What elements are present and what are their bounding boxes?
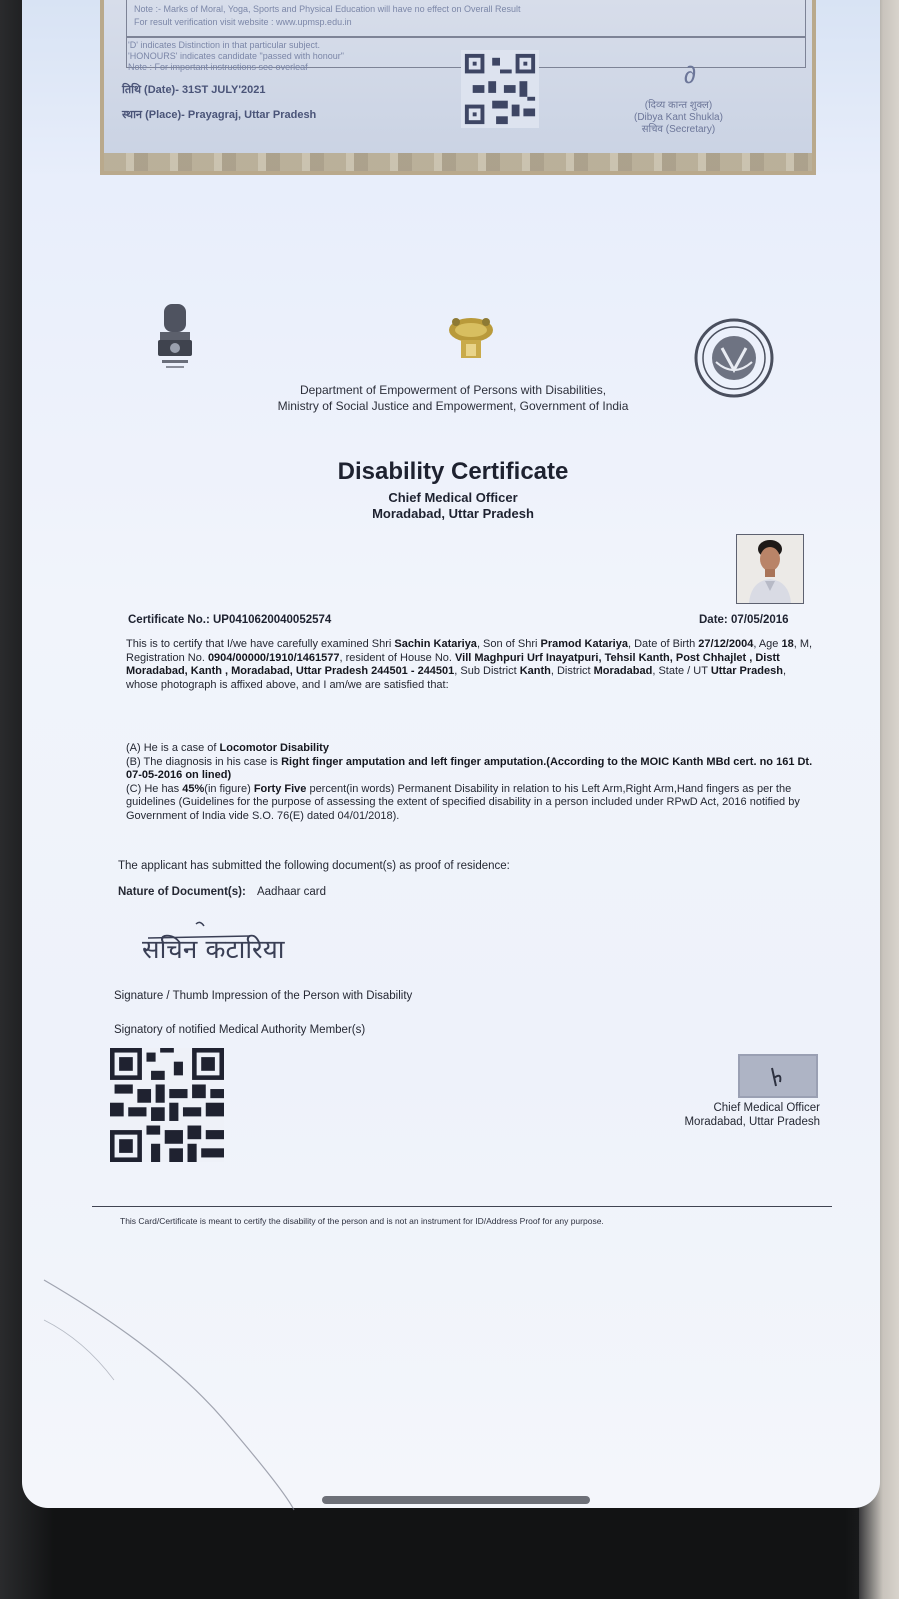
disability-percent: 45% bbox=[182, 782, 205, 795]
issuing-authority: Chief Medical Officer bbox=[388, 490, 518, 505]
disability-findings bbox=[126, 742, 816, 823]
department-header bbox=[58, 382, 848, 414]
footer-divider bbox=[92, 1206, 832, 1207]
para-text: , whose photograph is affixed above, and I am/we are satisfied that: bbox=[126, 665, 787, 691]
sub-district: Kanth bbox=[519, 665, 551, 677]
address: Vill Maghpuri Urf Inayatpuri, Tehsil Kanth, Post Chhajlet , Distt Moradabad, Kanth , Moradabad, Uttar Pradesh 244501 - 244501 bbox=[126, 651, 780, 677]
person-signature-text: सचिन कटारिया bbox=[142, 935, 285, 965]
distinction-line: 'D' indicates Distinction in that particular subject. bbox=[128, 40, 321, 50]
footer-disclaimer: This Card/Certificate is meant to certify the disability of the person and is not an instrument for ID/Address Proof for any purpose. bbox=[120, 1216, 604, 1226]
disability-percent-words: Forty Five bbox=[253, 782, 307, 795]
certificate-date-value: 07/05/2016 bbox=[730, 614, 789, 626]
person-signature-label: Signature / Thumb Impression of the Person with Disability bbox=[114, 990, 413, 1002]
issuing-location: Moradabad, Uttar Pradesh bbox=[372, 506, 534, 521]
diagnosis: Right finger amputation and left finger amputation.(According to the MOIC Kanth MBd cert. no 161 Dt. 07-05-2016 on lined) bbox=[126, 755, 813, 781]
secretary-name-hindi: (दिव्य कान्त शुक्ल) bbox=[644, 100, 713, 111]
person-signature-icon bbox=[138, 916, 285, 976]
certification-paragraph bbox=[126, 638, 816, 692]
secretary-signature-mark: ∂ bbox=[684, 62, 696, 89]
note-line-2: For result verification visit website : www.upmsp.edu.in bbox=[134, 17, 352, 27]
certificate-date-label: Date: bbox=[699, 614, 728, 626]
finding-c-text: percent(in words) Permanent Disability in relation to his Left Arm,Right Arm,Hand fingers as per the guidelines (Guidelines for the purpose of assessing the extent of specified disability in a person included under RPwD Act, 2016 notified by Government of India vide S.O. 76(E) dated 04/01/2018). bbox=[126, 782, 800, 822]
signatory-label: Signatory of notified Medical Authority Member(s) bbox=[114, 1024, 366, 1036]
para-text: , M, Registration No. bbox=[126, 638, 813, 664]
certificate-number-value: UP0410620040052574 bbox=[213, 614, 332, 626]
home-indicator[interactable] bbox=[322, 1496, 590, 1504]
date-of-birth: 27/12/2004 bbox=[698, 638, 754, 650]
para-text: , Sub District bbox=[454, 665, 520, 677]
finding-c-label: (C) He has bbox=[126, 782, 183, 795]
screen-crack bbox=[44, 1260, 304, 1510]
finding-b-label: (B) The diagnosis in his case is bbox=[126, 755, 282, 768]
state: Uttar Pradesh bbox=[710, 665, 783, 677]
previous-qr-code-icon bbox=[460, 50, 540, 128]
officer-location: Moradabad, Uttar Pradesh bbox=[684, 1116, 820, 1128]
secretary-title: सचिव (Secretary) bbox=[641, 124, 716, 135]
finding-b bbox=[126, 756, 816, 783]
previous-document-strip bbox=[100, 0, 816, 175]
secretary-block bbox=[634, 100, 723, 136]
para-text: , resident of House No. bbox=[339, 651, 456, 664]
para-text: , Age bbox=[753, 638, 782, 650]
finding-c-text: (in figure) bbox=[204, 782, 254, 795]
certificate-number-label: Certificate No.: bbox=[128, 614, 210, 626]
residence-proof-text: The applicant has submitted the following document(s) as proof of residence: bbox=[118, 860, 510, 872]
officer-title: Chief Medical Officer bbox=[713, 1102, 820, 1114]
father-name: Pramod Katariya bbox=[540, 638, 628, 650]
para-text: , Son of Shri bbox=[476, 638, 541, 650]
applicant-name: Sachin Katariya bbox=[394, 638, 477, 650]
instructions-line: Note : For important instructions see overleaf bbox=[128, 62, 308, 72]
officer-signature-stamp-icon bbox=[738, 1054, 818, 1098]
para-text: , District bbox=[550, 665, 594, 677]
age: 18 bbox=[781, 638, 794, 650]
finding-a bbox=[126, 742, 816, 756]
honours-line: 'HONOURS' indicates candidate "passed with honour" bbox=[128, 51, 344, 61]
district: Moradabad bbox=[593, 665, 653, 677]
registration-number: 0904/00000/1910/1461577 bbox=[207, 651, 340, 664]
para-text: , State / UT bbox=[652, 665, 711, 677]
para-text: , Date of Birth bbox=[627, 638, 699, 650]
certificate-title: Disability Certificate bbox=[337, 458, 569, 485]
para-text: This is to certify that I/we have carefully examined Shri bbox=[126, 638, 395, 650]
certificate-qr-code-icon bbox=[110, 1048, 224, 1162]
phone-screen[interactable] bbox=[22, 0, 880, 1508]
note-line-1: Note :- Marks of Moral, Yoga, Sports and Physical Education will have no effect on Overall Result bbox=[134, 4, 521, 14]
state-logo-icon bbox=[436, 308, 506, 364]
officer-designation bbox=[684, 1101, 820, 1129]
secretary-name: (Dibya Kant Shukla) bbox=[634, 112, 723, 123]
person-photo-icon bbox=[737, 535, 803, 603]
department-line-2: Ministry of Social Justice and Empowerment, Government of India bbox=[277, 399, 629, 413]
document-nature bbox=[118, 886, 326, 898]
certificate-number bbox=[128, 614, 331, 626]
previous-date: तिथि (Date)- 31ST JULY'2021 bbox=[122, 84, 266, 96]
decorative-border bbox=[104, 153, 812, 171]
department-line-1: Department of Empowerment of Persons with Disabilities, bbox=[299, 383, 607, 397]
previous-place: स्थान (Place)- Prayagraj, Uttar Pradesh bbox=[122, 109, 317, 121]
document-nature-label: Nature of Document(s): bbox=[118, 886, 246, 898]
national-emblem-icon bbox=[150, 302, 200, 374]
finding-a-label: (A) He is a case of bbox=[126, 742, 220, 754]
certificate-date bbox=[699, 614, 789, 626]
finding-c bbox=[126, 783, 816, 824]
disability-type: Locomotor Disability bbox=[219, 742, 329, 754]
document-nature-value: Aadhaar card bbox=[256, 886, 327, 898]
applicant-photo bbox=[736, 534, 804, 604]
disability-certificate bbox=[58, 230, 848, 1290]
